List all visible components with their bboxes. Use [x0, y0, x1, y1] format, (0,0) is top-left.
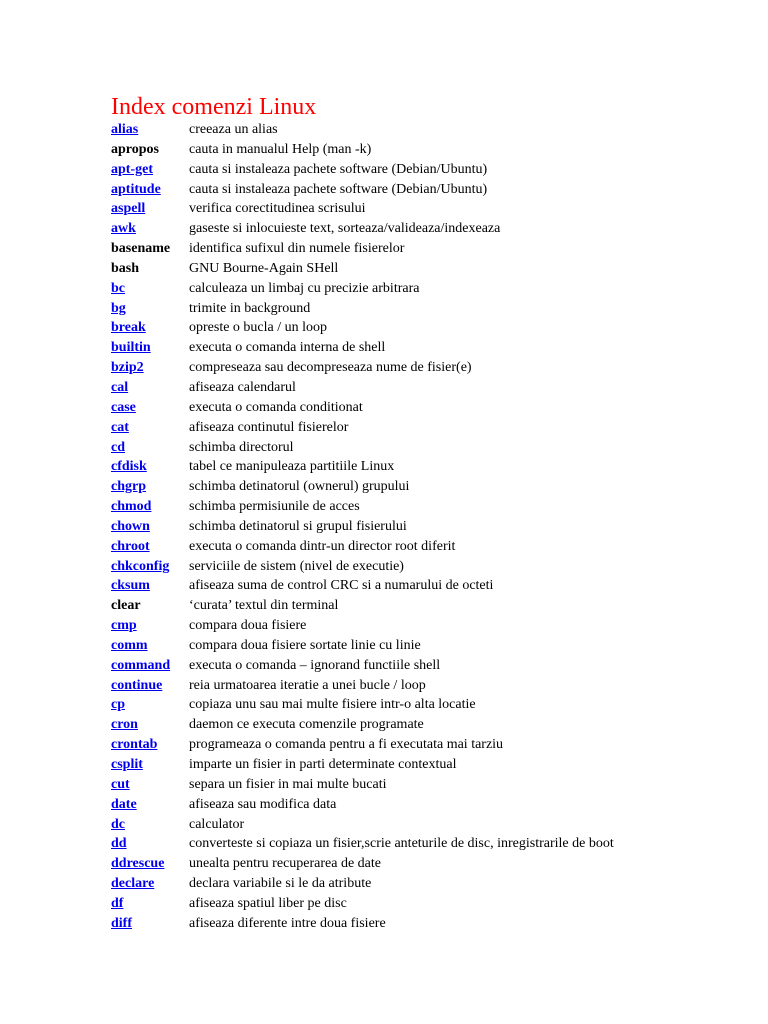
command-description: afiseaza suma de control CRC si a numarului de octeti	[189, 578, 494, 594]
command-link[interactable]: aspell	[111, 201, 146, 217]
command-link[interactable]: cd	[111, 439, 125, 455]
command-description: cauta in manualul Help (man -k)	[189, 141, 372, 157]
command-link[interactable]: bg	[111, 300, 126, 316]
command-link[interactable]: chmod	[111, 499, 152, 515]
command-link[interactable]: declare	[111, 876, 155, 892]
command-link[interactable]: comm	[111, 637, 148, 653]
command-link[interactable]: cfdisk	[111, 459, 147, 475]
command-link[interactable]: ddrescue	[111, 856, 165, 872]
command-description: executa o comanda dintr-un director root diferit	[189, 538, 456, 554]
command-description: afiseaza sau modifica data	[189, 796, 337, 812]
command-row	[111, 477, 751, 497]
command-description: unealta pentru recuperarea de date	[189, 856, 381, 872]
command-link[interactable]: case	[111, 399, 136, 415]
command-link[interactable]: cat	[111, 419, 129, 435]
command-row	[111, 517, 751, 537]
command-description: GNU Bourne-Again SHell	[189, 260, 339, 276]
command-row	[111, 457, 751, 477]
command-row	[111, 537, 751, 557]
command-row	[111, 616, 751, 636]
command-link[interactable]: date	[111, 796, 137, 812]
command-link[interactable]: bc	[111, 280, 125, 296]
command-description: schimba permisiunile de acces	[189, 499, 360, 515]
command-row	[111, 815, 751, 835]
command-description: executa o comanda interna de shell	[189, 340, 386, 356]
command-description: calculeaza un limbaj cu precizie arbitrara	[189, 280, 420, 296]
command-row	[111, 199, 751, 219]
command-row	[111, 398, 751, 418]
command-list	[111, 120, 751, 934]
command-description: identifica sufixul din numele fisierelor	[189, 241, 405, 257]
page-title: Index comenzi Linux	[111, 94, 317, 120]
command-description: verifica corectitudinea scrisului	[189, 201, 366, 217]
command-link[interactable]: cron	[111, 717, 138, 733]
command-description: creeaza un alias	[189, 122, 278, 137]
command-row	[111, 854, 751, 874]
command-row	[111, 259, 751, 279]
command-link[interactable]: aptitude	[111, 181, 161, 197]
command-description: copiaza unu sau mai multe fisiere intr-o alta locatie	[189, 697, 476, 713]
command-row	[111, 775, 751, 795]
command-link[interactable]: awk	[111, 221, 136, 237]
command-link[interactable]: cal	[111, 379, 129, 395]
command-row	[111, 656, 751, 676]
command-link[interactable]: chown	[111, 518, 150, 534]
command-description: reia urmatoarea iteratie a unei bucle / loop	[189, 677, 426, 693]
command-row	[111, 676, 751, 696]
command-row	[111, 219, 751, 239]
command-row	[111, 557, 751, 577]
command-description: trimite in background	[189, 300, 311, 316]
command-row	[111, 160, 751, 180]
command-description: afiseaza diferente intre doua fisiere	[189, 915, 386, 931]
command-description: imparte un fisier in parti determinate contextual	[189, 757, 457, 772]
command-link[interactable]: continue	[111, 677, 163, 693]
command-description: converteste si copiaza un fisier,scrie anteturile de disc, inregistrarile de boot	[189, 836, 614, 852]
command-description: compreseaza sau decompreseaza nume de fisier(e)	[189, 360, 472, 376]
command-description: gaseste si inlocuieste text, sorteaza/valideaza/indexeaza	[189, 221, 501, 237]
command-name: basename	[111, 241, 171, 257]
command-link[interactable]: dc	[111, 816, 125, 832]
command-name: clear	[111, 598, 141, 614]
command-description: executa o comanda conditionat	[189, 399, 363, 415]
command-row	[111, 894, 751, 914]
command-link[interactable]: break	[111, 320, 146, 336]
command-row	[111, 279, 751, 299]
command-description: afiseaza calendarul	[189, 379, 296, 395]
command-description: serviciile de sistem (nivel de executie)	[189, 558, 404, 574]
command-description: afiseaza spatiul liber pe disc	[189, 895, 347, 911]
command-link[interactable]: cksum	[111, 578, 150, 594]
command-link[interactable]: diff	[111, 915, 132, 931]
command-row	[111, 596, 751, 616]
command-row	[111, 914, 751, 934]
command-description: cauta si instaleaza pachete software (Debian/Ubuntu)	[189, 161, 488, 177]
command-name: bash	[111, 260, 140, 276]
command-description: compara doua fisiere sortate linie cu linie	[189, 637, 421, 653]
command-row	[111, 180, 751, 200]
command-link[interactable]: chroot	[111, 538, 150, 554]
command-row	[111, 338, 751, 358]
command-description: tabel ce manipuleaza partitiile Linux	[189, 459, 395, 475]
command-description: afiseaza continutul fisierelor	[189, 419, 349, 435]
command-name: apropos	[111, 141, 159, 157]
command-link[interactable]: builtin	[111, 340, 151, 356]
command-link[interactable]: chkconfig	[111, 558, 170, 574]
command-description: compara doua fisiere	[189, 618, 307, 634]
command-row	[111, 140, 751, 160]
command-link[interactable]: dd	[111, 836, 127, 852]
command-row	[111, 120, 751, 140]
command-link[interactable]: cp	[111, 697, 125, 713]
command-row	[111, 715, 751, 735]
command-description: executa o comanda – ignorand functiile shell	[189, 657, 441, 673]
command-row	[111, 378, 751, 398]
command-row	[111, 636, 751, 656]
command-description: separa un fisier in mai multe bucati	[189, 776, 387, 792]
command-row	[111, 318, 751, 338]
command-description: schimba directorul	[189, 439, 294, 455]
command-row	[111, 695, 751, 715]
command-row	[111, 299, 751, 319]
command-link[interactable]: chgrp	[111, 479, 146, 495]
command-link[interactable]: alias	[111, 122, 139, 137]
command-description: programeaza o comanda pentru a fi executata mai tarziu	[189, 737, 504, 753]
command-row	[111, 795, 751, 815]
command-row	[111, 438, 751, 458]
command-description: schimba detinatorul si grupul fisierului	[189, 518, 407, 534]
command-link[interactable]: apt-get	[111, 161, 153, 177]
command-row	[111, 834, 751, 854]
command-link[interactable]: df	[111, 895, 124, 911]
command-row	[111, 418, 751, 438]
command-description: calculator	[189, 816, 245, 832]
command-link[interactable]: cmp	[111, 618, 137, 634]
command-description: daemon ce executa comenzile programate	[189, 717, 424, 733]
command-link[interactable]: command	[111, 657, 171, 673]
command-link[interactable]: bzip2	[111, 360, 144, 376]
command-row	[111, 358, 751, 378]
command-row	[111, 497, 751, 517]
command-row	[111, 735, 751, 755]
command-link[interactable]: crontab	[111, 737, 158, 753]
command-link[interactable]: csplit	[111, 757, 143, 772]
command-description: declara variabile si le da atribute	[189, 876, 372, 892]
command-row	[111, 239, 751, 259]
command-row	[111, 874, 751, 894]
command-row	[111, 755, 751, 775]
command-row	[111, 576, 751, 596]
command-description: ‘curata’ textul din terminal	[189, 598, 339, 614]
command-description: cauta si instaleaza pachete software (Debian/Ubuntu)	[189, 181, 488, 197]
command-link[interactable]: cut	[111, 776, 130, 792]
command-description: schimba detinatorul (ownerul) grupului	[189, 479, 410, 495]
command-description: opreste o bucla / un loop	[189, 320, 328, 336]
